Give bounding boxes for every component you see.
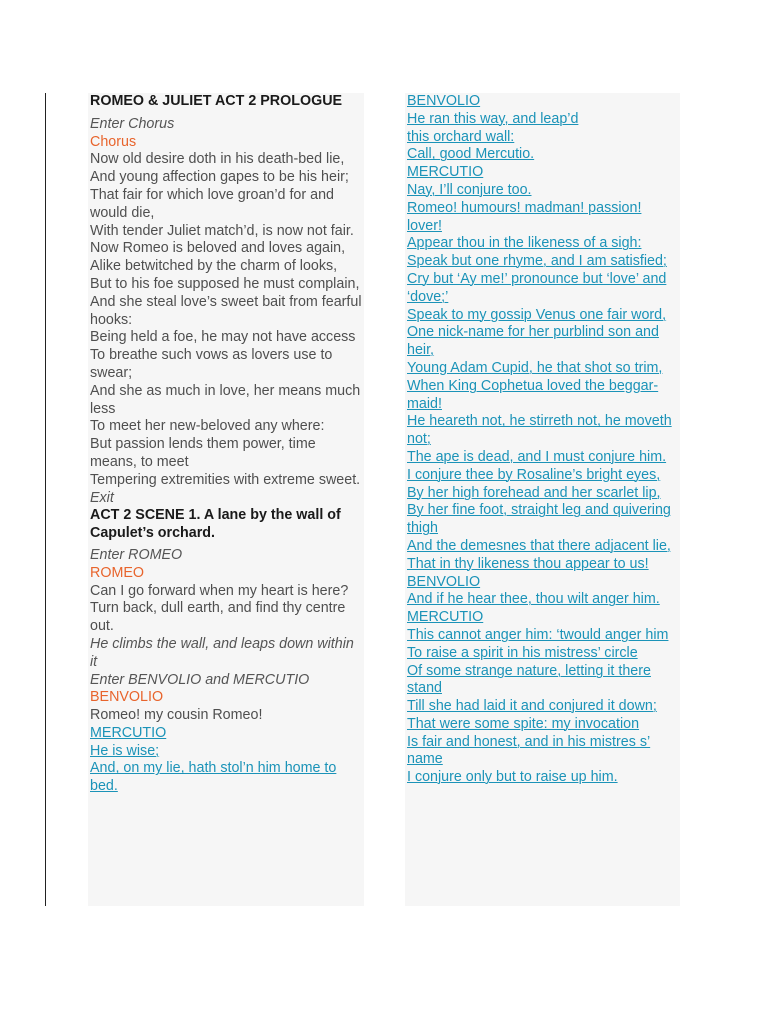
script-link[interactable]: Romeo! humours! madman! passion! lover! bbox=[407, 199, 642, 234]
script-link[interactable]: By her high forehead and her scarlet lip, bbox=[407, 484, 661, 501]
script-line: Now Romeo is beloved and loves again, bbox=[90, 240, 346, 257]
script-link[interactable]: Cry but ‘Ay me!’ pronounce but ‘love’ and ‘dove;’ bbox=[407, 270, 667, 305]
script-line: And she steal love’s sweet bait from fearful hooks: bbox=[90, 293, 362, 328]
script-line: Alike betwitched by the charm of looks, bbox=[90, 258, 338, 275]
script-link[interactable]: To raise a spirit in his mistress’ circle bbox=[407, 644, 638, 661]
script-link[interactable]: Call, good Mercutio. bbox=[407, 146, 535, 163]
script-line: With tender Juliet match’d, is now not fair. bbox=[90, 222, 354, 239]
script-link[interactable]: He heareth not, he stirreth not, he moveth not; bbox=[407, 413, 672, 448]
script-link[interactable]: Till she had laid it and conjured it down; bbox=[407, 698, 657, 715]
script-link[interactable]: I conjure only but to raise up him. bbox=[407, 769, 618, 786]
script-line: To breathe such vows as lovers use to swear; bbox=[90, 347, 333, 381]
script-link[interactable]: And the demesnes that there adjacent lie, bbox=[407, 537, 671, 554]
stage-direction: He climbs the wall, and leaps down within it bbox=[90, 635, 354, 670]
speaker-link[interactable]: BENVOLIO bbox=[407, 573, 481, 590]
script-link[interactable]: That were some spite: my invocation bbox=[407, 715, 640, 732]
script-link[interactable]: That in thy likeness thou appear to us! bbox=[407, 555, 649, 572]
script-link[interactable]: Young Adam Cupid, he that shot so trim, bbox=[407, 359, 663, 376]
script-link[interactable]: Speak but one rhyme, and I am satisfied; bbox=[407, 253, 667, 270]
left-column bbox=[88, 93, 364, 906]
stage-direction: Enter BENVOLIO and MERCUTIO bbox=[90, 671, 310, 688]
script-line: And she as much in love, her means much less bbox=[90, 382, 361, 417]
script-link[interactable]: Of some strange nature, letting it there stand bbox=[407, 662, 651, 697]
speaker-name: ROMEO bbox=[90, 564, 145, 581]
page-title: ROMEO & JULIET ACT 2 PROLOGUE bbox=[90, 93, 343, 109]
script-line: And young affection gapes to be his heir; bbox=[90, 169, 349, 186]
left-lines bbox=[90, 116, 362, 796]
script-link[interactable]: And if he hear thee, thou wilt anger him. bbox=[407, 591, 660, 608]
script-line: That fair for which love groan’d for and would die, bbox=[90, 186, 334, 221]
script-line: But to his foe supposed he must complain, bbox=[90, 275, 360, 292]
stage-direction: Exit bbox=[90, 489, 114, 506]
speaker-link[interactable]: MERCUTIO bbox=[407, 164, 484, 181]
script-link[interactable]: This cannot anger him: ‘twould anger him bbox=[407, 626, 669, 643]
speaker-link[interactable]: MERCUTIO bbox=[90, 724, 167, 741]
script-link[interactable]: I conjure thee by Rosaline’s bright eyes, bbox=[407, 466, 661, 483]
script-line: Being held a foe, he may not have access bbox=[90, 329, 356, 346]
script-link[interactable]: The ape is dead, and I must conjure him. bbox=[407, 448, 667, 465]
script-link[interactable]: By her fine foot, straight leg and quivering thigh bbox=[407, 502, 671, 537]
script-link[interactable]: this orchard wall: bbox=[407, 128, 515, 145]
script-link[interactable]: Speak to my gossip Venus one fair word, bbox=[407, 306, 667, 323]
speaker-link[interactable]: BENVOLIO bbox=[407, 93, 481, 109]
right-column bbox=[405, 93, 680, 906]
script-link[interactable]: Nay, I’ll conjure too. bbox=[407, 181, 532, 198]
script-line: To meet her new-beloved any where: bbox=[90, 418, 325, 435]
script-link[interactable]: He ran this way, and leap’d bbox=[407, 110, 579, 127]
right-lines bbox=[407, 93, 680, 787]
script-link[interactable]: He is wise; bbox=[90, 742, 160, 759]
script-link[interactable]: One nick-name for her purblind son and heir, bbox=[407, 324, 659, 359]
speaker-name: BENVOLIO bbox=[90, 689, 164, 706]
script-link[interactable]: When King Cophetua loved the beggar-maid! bbox=[407, 377, 659, 412]
margin-rule bbox=[45, 93, 46, 906]
script-line: But passion lends them power, time means, to meet bbox=[90, 436, 316, 470]
script-line: Now old desire doth in his death-bed lie, bbox=[90, 151, 345, 168]
stage-direction: Enter ROMEO bbox=[90, 546, 183, 563]
script-line: Turn back, dull earth, and find thy centre out. bbox=[90, 600, 346, 635]
script-line: Tempering extremities with extreme sweet. bbox=[90, 471, 361, 488]
script-line: Romeo! my cousin Romeo! bbox=[90, 707, 263, 724]
script-line: Can I go forward when my heart is here? bbox=[90, 582, 349, 599]
stage-direction: Enter Chorus bbox=[90, 115, 175, 132]
script-link[interactable]: Appear thou in the likeness of a sigh: bbox=[407, 235, 642, 252]
speaker-link[interactable]: MERCUTIO bbox=[407, 609, 484, 626]
scene-heading: ACT 2 SCENE 1. A lane by the wall of Capulet’s orchard. bbox=[90, 507, 341, 542]
script-link[interactable]: And, on my lie, hath stol’n him home to bed. bbox=[90, 760, 337, 795]
speaker-name: Chorus bbox=[90, 133, 137, 150]
script-link[interactable]: Is fair and honest, and in his mistres s’ name bbox=[407, 733, 651, 768]
